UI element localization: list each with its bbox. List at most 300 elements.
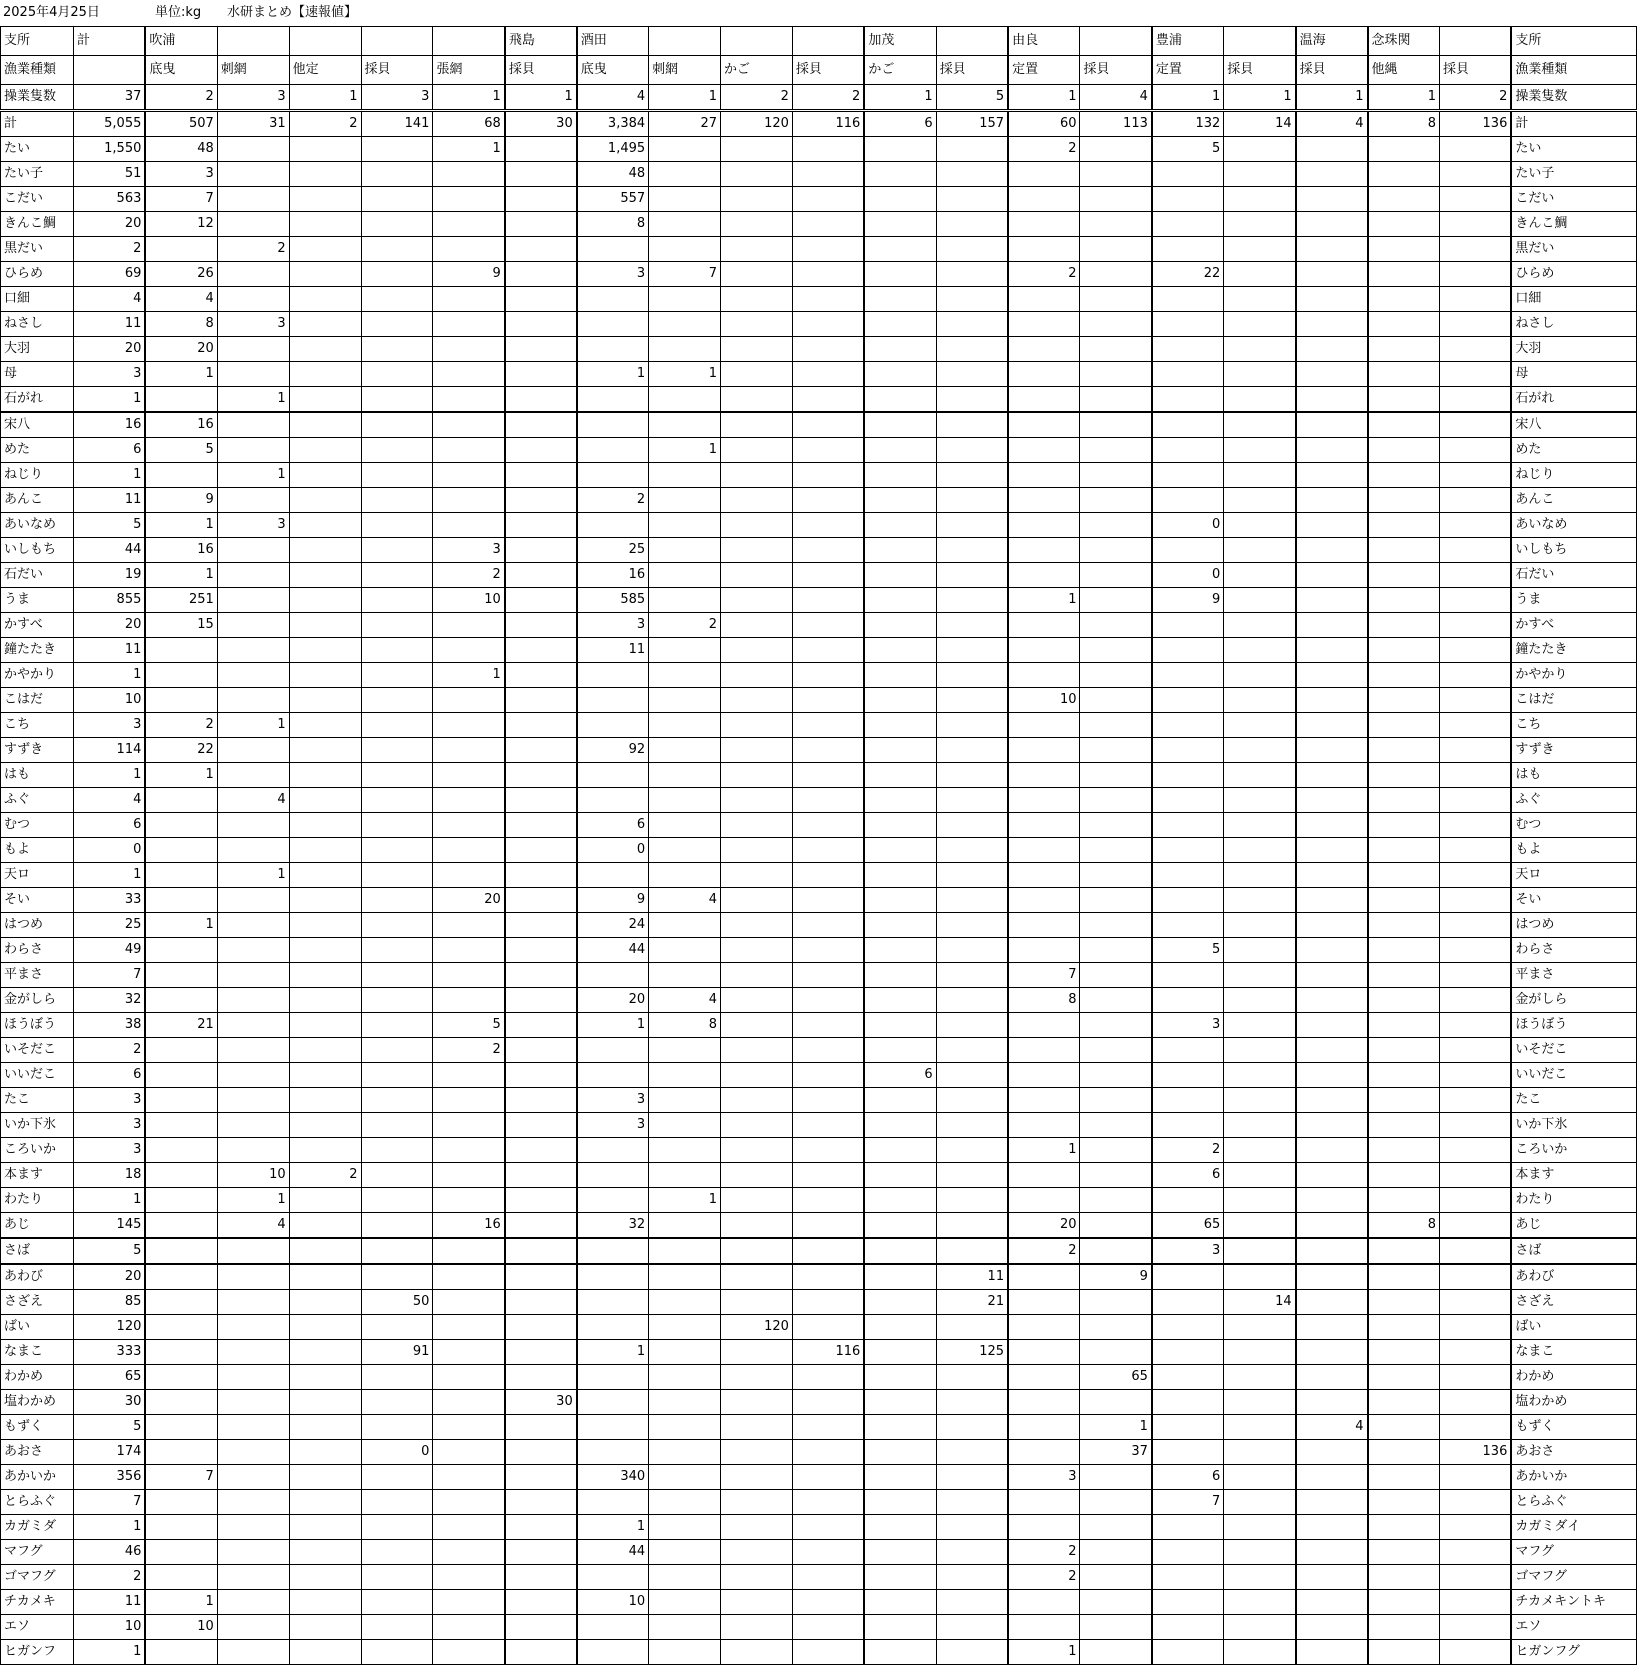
- value-cell[interactable]: [1080, 187, 1152, 212]
- value-cell[interactable]: [936, 1440, 1008, 1465]
- row-label[interactable]: めた: [1, 438, 74, 463]
- value-cell[interactable]: [649, 137, 721, 162]
- value-cell[interactable]: [1080, 663, 1152, 688]
- value-cell[interactable]: [1296, 1315, 1368, 1340]
- value-cell[interactable]: 6: [864, 111, 936, 137]
- value-cell[interactable]: [1296, 1490, 1368, 1515]
- value-cell[interactable]: [936, 538, 1008, 563]
- row-label[interactable]: あかいか: [1, 1465, 74, 1490]
- value-cell[interactable]: [1008, 863, 1080, 888]
- value-cell[interactable]: 1: [217, 713, 289, 738]
- value-cell[interactable]: [289, 1188, 361, 1213]
- value-cell[interactable]: [433, 913, 505, 938]
- value-cell[interactable]: 51: [73, 162, 145, 187]
- value-cell[interactable]: [1439, 312, 1511, 337]
- value-cell[interactable]: [1008, 563, 1080, 588]
- value-cell[interactable]: [792, 1315, 864, 1340]
- value-cell[interactable]: [1224, 988, 1296, 1013]
- value-cell[interactable]: [1368, 412, 1440, 438]
- value-cell[interactable]: 0: [73, 838, 145, 863]
- value-cell[interactable]: [1224, 1213, 1296, 1239]
- value-cell[interactable]: [1224, 763, 1296, 788]
- value-cell[interactable]: [433, 1640, 505, 1665]
- value-cell[interactable]: [433, 1565, 505, 1590]
- value-cell[interactable]: [1368, 588, 1440, 613]
- row-label-right[interactable]: ふぐ: [1511, 788, 1636, 813]
- value-cell[interactable]: [1296, 1515, 1368, 1540]
- value-cell[interactable]: [721, 1615, 793, 1640]
- value-cell[interactable]: [1008, 488, 1080, 513]
- value-cell[interactable]: [1080, 838, 1152, 863]
- value-cell[interactable]: [649, 1264, 721, 1290]
- value-cell[interactable]: [217, 538, 289, 563]
- value-cell[interactable]: [289, 663, 361, 688]
- value-cell[interactable]: [649, 1290, 721, 1315]
- value-cell[interactable]: [792, 713, 864, 738]
- row-label-right[interactable]: ねさし: [1511, 312, 1636, 337]
- value-cell[interactable]: 5: [145, 438, 217, 463]
- value-cell[interactable]: [649, 1490, 721, 1515]
- value-cell[interactable]: [1152, 713, 1224, 738]
- value-cell[interactable]: [792, 312, 864, 337]
- value-cell[interactable]: [649, 1390, 721, 1415]
- value-cell[interactable]: [289, 888, 361, 913]
- value-cell[interactable]: [936, 688, 1008, 713]
- value-cell[interactable]: [577, 412, 649, 438]
- value-cell[interactable]: [792, 488, 864, 513]
- value-cell[interactable]: 7: [1008, 963, 1080, 988]
- value-cell[interactable]: [577, 1390, 649, 1415]
- value-cell[interactable]: [864, 513, 936, 538]
- value-cell[interactable]: [1080, 913, 1152, 938]
- value-cell[interactable]: [1439, 863, 1511, 888]
- value-cell[interactable]: [649, 1515, 721, 1540]
- value-cell[interactable]: [505, 1640, 577, 1665]
- row-label[interactable]: 平まさ: [1, 963, 74, 988]
- value-cell[interactable]: 1: [145, 513, 217, 538]
- value-cell[interactable]: 8: [145, 312, 217, 337]
- value-cell[interactable]: [721, 237, 793, 262]
- row-label[interactable]: たこ: [1, 1088, 74, 1113]
- value-cell[interactable]: [721, 938, 793, 963]
- value-cell[interactable]: 1: [73, 1640, 145, 1665]
- value-cell[interactable]: 0: [1152, 513, 1224, 538]
- row-label-right[interactable]: すずき: [1511, 738, 1636, 763]
- value-cell[interactable]: [361, 1640, 433, 1665]
- value-cell[interactable]: [361, 1615, 433, 1640]
- value-cell[interactable]: [505, 1365, 577, 1390]
- value-cell[interactable]: [217, 813, 289, 838]
- value-cell[interactable]: [289, 387, 361, 413]
- row-label-right[interactable]: きんこ鯛: [1511, 212, 1636, 237]
- value-cell[interactable]: [1224, 312, 1296, 337]
- value-cell[interactable]: [289, 1540, 361, 1565]
- row-label[interactable]: いしもち: [1, 538, 74, 563]
- value-cell[interactable]: [721, 713, 793, 738]
- value-cell[interactable]: [864, 1264, 936, 1290]
- value-cell[interactable]: [145, 1340, 217, 1365]
- value-cell[interactable]: [1368, 362, 1440, 387]
- row-label-right[interactable]: もずく: [1511, 1415, 1636, 1440]
- value-cell[interactable]: [1439, 988, 1511, 1013]
- value-cell[interactable]: [1008, 162, 1080, 187]
- value-cell[interactable]: 1: [649, 362, 721, 387]
- value-cell[interactable]: [289, 1640, 361, 1665]
- row-label[interactable]: 大羽: [1, 337, 74, 362]
- value-cell[interactable]: [649, 463, 721, 488]
- value-cell[interactable]: [1080, 237, 1152, 262]
- value-cell[interactable]: 1: [73, 387, 145, 413]
- value-cell[interactable]: [792, 412, 864, 438]
- value-cell[interactable]: [1152, 1264, 1224, 1290]
- value-cell[interactable]: [433, 963, 505, 988]
- value-cell[interactable]: [936, 463, 1008, 488]
- value-cell[interactable]: 1: [145, 763, 217, 788]
- value-cell[interactable]: [289, 513, 361, 538]
- value-cell[interactable]: [1080, 488, 1152, 513]
- value-cell[interactable]: 145: [73, 1213, 145, 1239]
- value-cell[interactable]: [361, 287, 433, 312]
- value-cell[interactable]: 10: [73, 1615, 145, 1640]
- value-cell[interactable]: [577, 287, 649, 312]
- value-cell[interactable]: [217, 1465, 289, 1490]
- value-cell[interactable]: [433, 988, 505, 1013]
- value-cell[interactable]: [721, 1238, 793, 1264]
- value-cell[interactable]: [289, 1088, 361, 1113]
- value-cell[interactable]: [936, 1415, 1008, 1440]
- value-cell[interactable]: [577, 1640, 649, 1665]
- row-label[interactable]: ふぐ: [1, 788, 74, 813]
- value-cell[interactable]: 32: [73, 988, 145, 1013]
- value-cell[interactable]: [1439, 1315, 1511, 1340]
- value-cell[interactable]: [1224, 237, 1296, 262]
- value-cell[interactable]: [361, 888, 433, 913]
- value-cell[interactable]: [1224, 1013, 1296, 1038]
- value-cell[interactable]: [864, 913, 936, 938]
- value-cell[interactable]: [1152, 237, 1224, 262]
- value-cell[interactable]: [792, 1088, 864, 1113]
- value-cell[interactable]: [217, 913, 289, 938]
- value-cell[interactable]: 46: [73, 1540, 145, 1565]
- value-cell[interactable]: [1296, 688, 1368, 713]
- value-cell[interactable]: [1368, 1188, 1440, 1213]
- value-cell[interactable]: 5: [936, 85, 1008, 111]
- gear-header-cell[interactable]: 漁業種類: [1511, 56, 1636, 85]
- value-cell[interactable]: 4: [217, 1213, 289, 1239]
- value-cell[interactable]: [217, 488, 289, 513]
- branch-header-cell[interactable]: 酒田: [577, 27, 649, 56]
- value-cell[interactable]: [721, 988, 793, 1013]
- value-cell[interactable]: [1439, 1163, 1511, 1188]
- value-cell[interactable]: [792, 1565, 864, 1590]
- value-cell[interactable]: 8: [1368, 111, 1440, 137]
- value-cell[interactable]: [361, 312, 433, 337]
- value-cell[interactable]: [1368, 1113, 1440, 1138]
- value-cell[interactable]: [145, 1490, 217, 1515]
- value-cell[interactable]: [1080, 513, 1152, 538]
- row-label[interactable]: ヒガンフ: [1, 1640, 74, 1665]
- value-cell[interactable]: 4: [145, 287, 217, 312]
- value-cell[interactable]: [1008, 738, 1080, 763]
- value-cell[interactable]: [505, 538, 577, 563]
- value-cell[interactable]: [864, 788, 936, 813]
- value-cell[interactable]: 1: [1152, 85, 1224, 111]
- value-cell[interactable]: 24: [577, 913, 649, 938]
- branch-header-cell[interactable]: 由良: [1008, 27, 1080, 56]
- value-cell[interactable]: [1152, 1440, 1224, 1465]
- value-cell[interactable]: [145, 813, 217, 838]
- value-cell[interactable]: 50: [361, 1290, 433, 1315]
- value-cell[interactable]: [505, 187, 577, 212]
- value-cell[interactable]: [1439, 1465, 1511, 1490]
- value-cell[interactable]: [1080, 438, 1152, 463]
- value-cell[interactable]: 1: [217, 1188, 289, 1213]
- value-cell[interactable]: [145, 838, 217, 863]
- value-cell[interactable]: [217, 1640, 289, 1665]
- value-cell[interactable]: [577, 237, 649, 262]
- value-cell[interactable]: 9: [1080, 1264, 1152, 1290]
- value-cell[interactable]: [1368, 963, 1440, 988]
- value-cell[interactable]: [1152, 412, 1224, 438]
- branch-header-cell[interactable]: [1439, 27, 1511, 56]
- value-cell[interactable]: [649, 1315, 721, 1340]
- value-cell[interactable]: [864, 1490, 936, 1515]
- value-cell[interactable]: [505, 337, 577, 362]
- value-cell[interactable]: [361, 963, 433, 988]
- value-cell[interactable]: [145, 1515, 217, 1540]
- value-cell[interactable]: [1152, 1188, 1224, 1213]
- value-cell[interactable]: 2: [1439, 85, 1511, 111]
- row-label[interactable]: 口細: [1, 287, 74, 312]
- value-cell[interactable]: [577, 1440, 649, 1465]
- value-cell[interactable]: [505, 763, 577, 788]
- value-cell[interactable]: [1368, 1615, 1440, 1640]
- branch-header-cell[interactable]: [433, 27, 505, 56]
- value-cell[interactable]: 16: [145, 412, 217, 438]
- row-label[interactable]: わたり: [1, 1188, 74, 1213]
- row-label[interactable]: はつめ: [1, 913, 74, 938]
- branch-header-cell[interactable]: 温海: [1296, 27, 1368, 56]
- value-cell[interactable]: 3: [1152, 1238, 1224, 1264]
- gear-header-cell[interactable]: 刺網: [649, 56, 721, 85]
- value-cell[interactable]: 1,495: [577, 137, 649, 162]
- value-cell[interactable]: [721, 1213, 793, 1239]
- value-cell[interactable]: [936, 1013, 1008, 1038]
- value-cell[interactable]: [936, 1113, 1008, 1138]
- value-cell[interactable]: [1008, 763, 1080, 788]
- branch-header-cell[interactable]: 飛島: [505, 27, 577, 56]
- value-cell[interactable]: [1224, 713, 1296, 738]
- value-cell[interactable]: [1080, 312, 1152, 337]
- value-cell[interactable]: 8: [1368, 1213, 1440, 1239]
- value-cell[interactable]: [649, 412, 721, 438]
- value-cell[interactable]: [505, 513, 577, 538]
- value-cell[interactable]: [217, 1138, 289, 1163]
- row-label-right[interactable]: 金がしら: [1511, 988, 1636, 1013]
- value-cell[interactable]: [1439, 1188, 1511, 1213]
- value-cell[interactable]: [1224, 162, 1296, 187]
- row-label[interactable]: 石だい: [1, 563, 74, 588]
- value-cell[interactable]: 2: [1008, 1565, 1080, 1590]
- value-cell[interactable]: [1368, 1063, 1440, 1088]
- value-cell[interactable]: [1152, 1565, 1224, 1590]
- value-cell[interactable]: [936, 262, 1008, 287]
- value-cell[interactable]: [792, 1213, 864, 1239]
- value-cell[interactable]: [1368, 988, 1440, 1013]
- value-cell[interactable]: [577, 312, 649, 337]
- row-label[interactable]: ねさし: [1, 312, 74, 337]
- value-cell[interactable]: [217, 563, 289, 588]
- value-cell[interactable]: [1152, 463, 1224, 488]
- value-cell[interactable]: 19: [73, 563, 145, 588]
- value-cell[interactable]: [1296, 638, 1368, 663]
- value-cell[interactable]: [864, 1290, 936, 1315]
- value-cell[interactable]: [289, 1590, 361, 1615]
- value-cell[interactable]: [936, 438, 1008, 463]
- value-cell[interactable]: 3: [577, 1088, 649, 1113]
- value-cell[interactable]: [1224, 1640, 1296, 1665]
- value-cell[interactable]: [864, 1188, 936, 1213]
- value-cell[interactable]: [649, 1465, 721, 1490]
- value-cell[interactable]: [361, 1590, 433, 1615]
- row-label[interactable]: なまこ: [1, 1340, 74, 1365]
- value-cell[interactable]: [1439, 688, 1511, 713]
- value-cell[interactable]: [864, 1465, 936, 1490]
- value-cell[interactable]: 2: [721, 85, 793, 111]
- value-cell[interactable]: [792, 1264, 864, 1290]
- value-cell[interactable]: [936, 588, 1008, 613]
- value-cell[interactable]: [433, 1340, 505, 1365]
- value-cell[interactable]: [361, 763, 433, 788]
- value-cell[interactable]: [1439, 1515, 1511, 1540]
- value-cell[interactable]: [1296, 1264, 1368, 1290]
- value-cell[interactable]: [505, 563, 577, 588]
- branch-header-cell[interactable]: 加茂: [864, 27, 936, 56]
- value-cell[interactable]: [433, 1138, 505, 1163]
- value-cell[interactable]: [1224, 1138, 1296, 1163]
- value-cell[interactable]: [721, 863, 793, 888]
- value-cell[interactable]: 340: [577, 1465, 649, 1490]
- value-cell[interactable]: 91: [361, 1340, 433, 1365]
- value-cell[interactable]: [361, 1138, 433, 1163]
- value-cell[interactable]: 1: [505, 85, 577, 111]
- value-cell[interactable]: [649, 1615, 721, 1640]
- value-cell[interactable]: [1368, 1340, 1440, 1365]
- row-label[interactable]: 本ます: [1, 1163, 74, 1188]
- row-label[interactable]: こだい: [1, 187, 74, 212]
- value-cell[interactable]: [649, 913, 721, 938]
- value-cell[interactable]: [792, 738, 864, 763]
- value-cell[interactable]: [1224, 1340, 1296, 1365]
- value-cell[interactable]: [1296, 412, 1368, 438]
- value-cell[interactable]: [433, 838, 505, 863]
- value-cell[interactable]: [1368, 237, 1440, 262]
- value-cell[interactable]: 3: [1152, 1013, 1224, 1038]
- value-cell[interactable]: 11: [73, 312, 145, 337]
- value-cell[interactable]: [1296, 1113, 1368, 1138]
- value-cell[interactable]: [289, 638, 361, 663]
- value-cell[interactable]: [433, 1590, 505, 1615]
- value-cell[interactable]: 85: [73, 1290, 145, 1315]
- value-cell[interactable]: [433, 688, 505, 713]
- value-cell[interactable]: [433, 1088, 505, 1113]
- value-cell[interactable]: [792, 438, 864, 463]
- value-cell[interactable]: [1080, 287, 1152, 312]
- value-cell[interactable]: [1368, 913, 1440, 938]
- value-cell[interactable]: [145, 1063, 217, 1088]
- value-cell[interactable]: [1439, 1138, 1511, 1163]
- value-cell[interactable]: [649, 287, 721, 312]
- value-cell[interactable]: [721, 262, 793, 287]
- value-cell[interactable]: [361, 663, 433, 688]
- value-cell[interactable]: 3: [73, 1138, 145, 1163]
- value-cell[interactable]: [1439, 1615, 1511, 1640]
- row-label-right[interactable]: あかいか: [1511, 1465, 1636, 1490]
- value-cell[interactable]: [936, 287, 1008, 312]
- value-cell[interactable]: [1080, 1490, 1152, 1515]
- value-cell[interactable]: [361, 212, 433, 237]
- value-cell[interactable]: 116: [792, 1340, 864, 1365]
- value-cell[interactable]: [649, 738, 721, 763]
- value-cell[interactable]: [433, 187, 505, 212]
- value-cell[interactable]: [1368, 613, 1440, 638]
- value-cell[interactable]: [649, 1063, 721, 1088]
- value-cell[interactable]: [936, 713, 1008, 738]
- value-cell[interactable]: [1224, 1490, 1296, 1515]
- value-cell[interactable]: [1224, 1188, 1296, 1213]
- row-label-right[interactable]: カガミダイ: [1511, 1515, 1636, 1540]
- row-label[interactable]: 金がしら: [1, 988, 74, 1013]
- value-cell[interactable]: 16: [145, 538, 217, 563]
- value-cell[interactable]: [792, 237, 864, 262]
- value-cell[interactable]: [1080, 638, 1152, 663]
- value-cell[interactable]: [721, 1013, 793, 1038]
- gear-header-cell[interactable]: 張網: [433, 56, 505, 85]
- value-cell[interactable]: [505, 888, 577, 913]
- value-cell[interactable]: [1224, 1415, 1296, 1440]
- value-cell[interactable]: [1080, 1540, 1152, 1565]
- value-cell[interactable]: [1080, 1113, 1152, 1138]
- value-cell[interactable]: [1080, 1013, 1152, 1038]
- value-cell[interactable]: [577, 1415, 649, 1440]
- value-cell[interactable]: [289, 1415, 361, 1440]
- value-cell[interactable]: [649, 813, 721, 838]
- value-cell[interactable]: [1439, 888, 1511, 913]
- value-cell[interactable]: 31: [217, 111, 289, 137]
- value-cell[interactable]: 1: [145, 1590, 217, 1615]
- row-label[interactable]: 鐘たたき: [1, 638, 74, 663]
- value-cell[interactable]: [864, 813, 936, 838]
- value-cell[interactable]: 507: [145, 111, 217, 137]
- value-cell[interactable]: [1439, 237, 1511, 262]
- value-cell[interactable]: [505, 1238, 577, 1264]
- value-cell[interactable]: [361, 488, 433, 513]
- value-cell[interactable]: [1296, 1163, 1368, 1188]
- value-cell[interactable]: [145, 1163, 217, 1188]
- value-cell[interactable]: [1368, 513, 1440, 538]
- row-label[interactable]: あじ: [1, 1213, 74, 1239]
- value-cell[interactable]: 68: [433, 111, 505, 137]
- row-label[interactable]: カガミダ: [1, 1515, 74, 1540]
- value-cell[interactable]: 4: [73, 788, 145, 813]
- value-cell[interactable]: [1368, 763, 1440, 788]
- value-cell[interactable]: [1296, 463, 1368, 488]
- value-cell[interactable]: 113: [1080, 111, 1152, 137]
- row-label-right[interactable]: 宋八: [1511, 412, 1636, 438]
- value-cell[interactable]: [792, 362, 864, 387]
- value-cell[interactable]: [1296, 813, 1368, 838]
- row-label-right[interactable]: エソ: [1511, 1615, 1636, 1640]
